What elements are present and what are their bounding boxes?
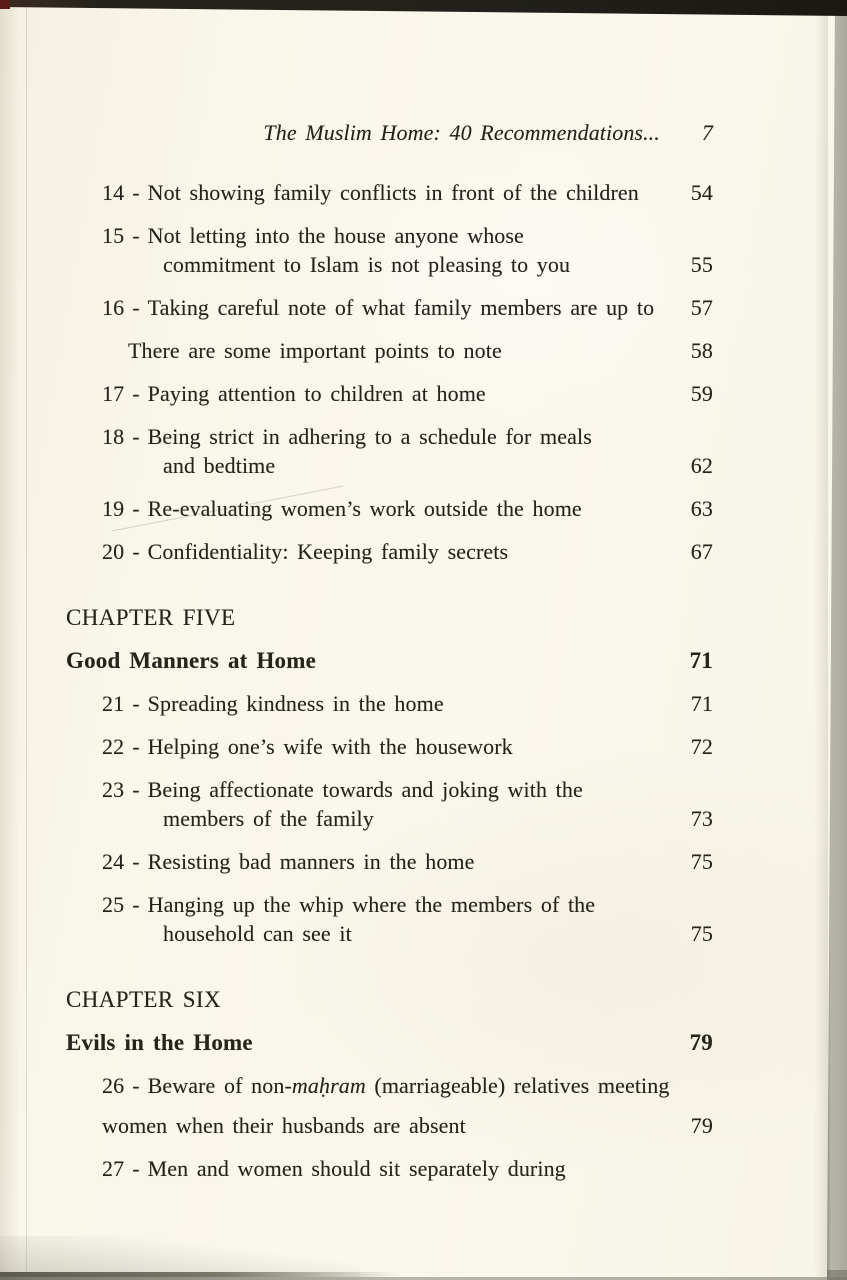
toc-entry: [66, 689, 713, 718]
toc-entry-continuation-line: members of the family: [163, 806, 374, 831]
toc-entry: [66, 537, 713, 566]
entry-separator: -: [132, 734, 140, 759]
entry-separator: -: [132, 223, 140, 248]
toc-entry-lines: [102, 379, 667, 408]
toc-entry-page-number: 75: [690, 921, 713, 946]
chapter-title-text: Good Manners at Home: [66, 648, 317, 673]
toc-entry-page-number: 62: [690, 453, 713, 478]
toc-entry-page-number: 75: [690, 849, 713, 874]
scan-left-edge-shading: [0, 0, 27, 1280]
toc-entry-lines: [102, 537, 667, 566]
toc-entry-line: 20 - Confidentiality: Keeping family secrets: [102, 539, 509, 564]
chapter-title-row: [66, 1028, 713, 1057]
entry-separator: -: [132, 691, 140, 716]
scan-top-left-corner-mark: [0, 0, 10, 9]
toc-entry-line: 27 - Men and women should sit separately during: [102, 1156, 566, 1181]
entry-separator: -: [132, 849, 140, 874]
toc-entry-lines: [102, 221, 667, 279]
scan-right-bottom-smudge: [827, 1270, 847, 1280]
toc-entry-lines: [102, 775, 667, 833]
entry-separator: -: [132, 381, 140, 406]
toc-entry: [66, 422, 713, 480]
entry-number: 25: [102, 892, 125, 917]
chapter-page-number: 79: [689, 1030, 713, 1055]
chapter-title-row: [66, 646, 713, 675]
entry-separator: -: [132, 180, 140, 205]
toc-entry-continuation-line: household can see it: [163, 921, 352, 946]
toc-entry-page-number: 58: [690, 338, 713, 363]
toc-entry-line: 16 - Taking careful note of what family members are up to: [102, 295, 655, 320]
toc-entry-line: There are some important points to note: [128, 338, 502, 363]
toc-entry-lines: [102, 422, 667, 480]
toc-entry-line: [102, 1071, 670, 1100]
text-segment: (marriageable) relatives meeting: [365, 1073, 670, 1098]
entry-number: 24: [102, 849, 125, 874]
toc-entry: [66, 178, 713, 207]
entry-number: 21: [102, 691, 125, 716]
chapter-heading: CHAPTER SIX: [66, 987, 222, 1012]
toc-entry: [66, 1154, 713, 1183]
chapter-title-text: Evils in the Home: [66, 1030, 253, 1055]
toc-entry-page-number: 57: [690, 295, 713, 320]
running-header-title: The Muslim Home: 40 Recommendations...: [263, 120, 660, 145]
toc-entry-lines: [102, 732, 667, 761]
toc-entry-line: 19 - Re-evaluating women’s work outside the home: [102, 496, 582, 521]
toc-entry-line: 14 - Not showing family conflicts in front of the children: [102, 180, 639, 205]
entry-separator: -: [132, 777, 140, 802]
toc-entry-page-number: 55: [690, 252, 713, 277]
toc-entry: [66, 732, 713, 761]
entry-number: 27: [102, 1156, 125, 1181]
toc-entry-page-number: 63: [690, 496, 713, 521]
toc-entry-lines: [102, 689, 667, 718]
text-segment: Beware of non-: [147, 1073, 292, 1098]
toc-entry-line: 22 - Helping one’s wife with the housework: [102, 734, 513, 759]
toc-entry: [66, 221, 713, 279]
chapter-heading: CHAPTER FIVE: [66, 605, 236, 630]
toc-entry: [66, 775, 713, 833]
scan-right-page-shadow: [814, 0, 828, 1280]
entry-separator: -: [132, 424, 140, 449]
toc-entry: [66, 1071, 713, 1140]
toc-entry-lines: [102, 890, 667, 948]
toc-entry-line: 15 - Not letting into the house anyone whose: [102, 223, 524, 248]
toc-entry-lines: [102, 1154, 667, 1183]
entry-separator: -: [132, 496, 140, 521]
running-header: [66, 118, 713, 147]
entry-number: 16: [102, 295, 125, 320]
toc-entry: [66, 494, 713, 523]
toc-entry-line: 21 - Spreading kindness in the home: [102, 691, 444, 716]
toc-entry-line: 18 - Being strict in adhering to a schedule for meals: [102, 424, 592, 449]
toc-entry-page-number: 67: [690, 539, 713, 564]
toc-entry-lines: [102, 494, 667, 523]
toc-entry-page-number: 54: [690, 180, 713, 205]
toc-entry-line: 24 - Resisting bad manners in the home: [102, 849, 475, 874]
entry-number: 26: [102, 1073, 125, 1098]
toc-entry-line: 25 - Hanging up the whip where the members of the: [102, 892, 596, 917]
toc-entry-continuation-line: and bedtime: [163, 453, 276, 478]
italic-term: maḥram: [291, 1073, 366, 1098]
toc-entry-continuation-line: women when their husbands are absent: [102, 1113, 466, 1138]
toc-entry: [66, 293, 713, 322]
toc-entry-lines: [128, 336, 667, 365]
toc-entry-page-number: 59: [690, 381, 713, 406]
toc-entry-page-number: 71: [690, 691, 713, 716]
toc-entry-lines: [102, 847, 667, 876]
toc-entry-line: 17 - Paying attention to children at home: [102, 381, 486, 406]
chapter-page-number: 71: [689, 648, 713, 673]
entry-number: 14: [102, 180, 125, 205]
toc-entry-page-number: 79: [690, 1113, 713, 1138]
toc-entry-lines: [102, 1071, 670, 1140]
entry-number: 20: [102, 539, 125, 564]
toc-entry: [66, 379, 713, 408]
entry-number: 23: [102, 777, 125, 802]
entry-number: 17: [102, 381, 125, 406]
toc-entry-page-number: 73: [690, 806, 713, 831]
table-of-contents: [66, 178, 713, 1183]
toc-subentry: [66, 336, 713, 365]
entry-number: 15: [102, 223, 125, 248]
toc-entry-lines: [102, 178, 667, 207]
entry-separator: -: [132, 539, 140, 564]
entry-number: 18: [102, 424, 125, 449]
toc-entry: [66, 890, 713, 948]
toc-entry-lines: [102, 293, 667, 322]
toc-entry-line: 23 - Being affectionate towards and joking with the: [102, 777, 583, 802]
entry-separator: -: [132, 1073, 140, 1098]
entry-separator: -: [132, 892, 140, 917]
toc-entry-continuation-line: commitment to Islam is not pleasing to you: [163, 252, 571, 277]
running-header-page-number: 7: [701, 120, 713, 145]
entry-separator: -: [132, 295, 140, 320]
toc-entry-page-number: 72: [690, 734, 713, 759]
entry-number: 22: [102, 734, 125, 759]
entry-number: 19: [102, 496, 125, 521]
toc-entry: [66, 847, 713, 876]
scan-bottom-dark-line: [0, 1272, 400, 1277]
entry-separator: -: [132, 1156, 140, 1181]
